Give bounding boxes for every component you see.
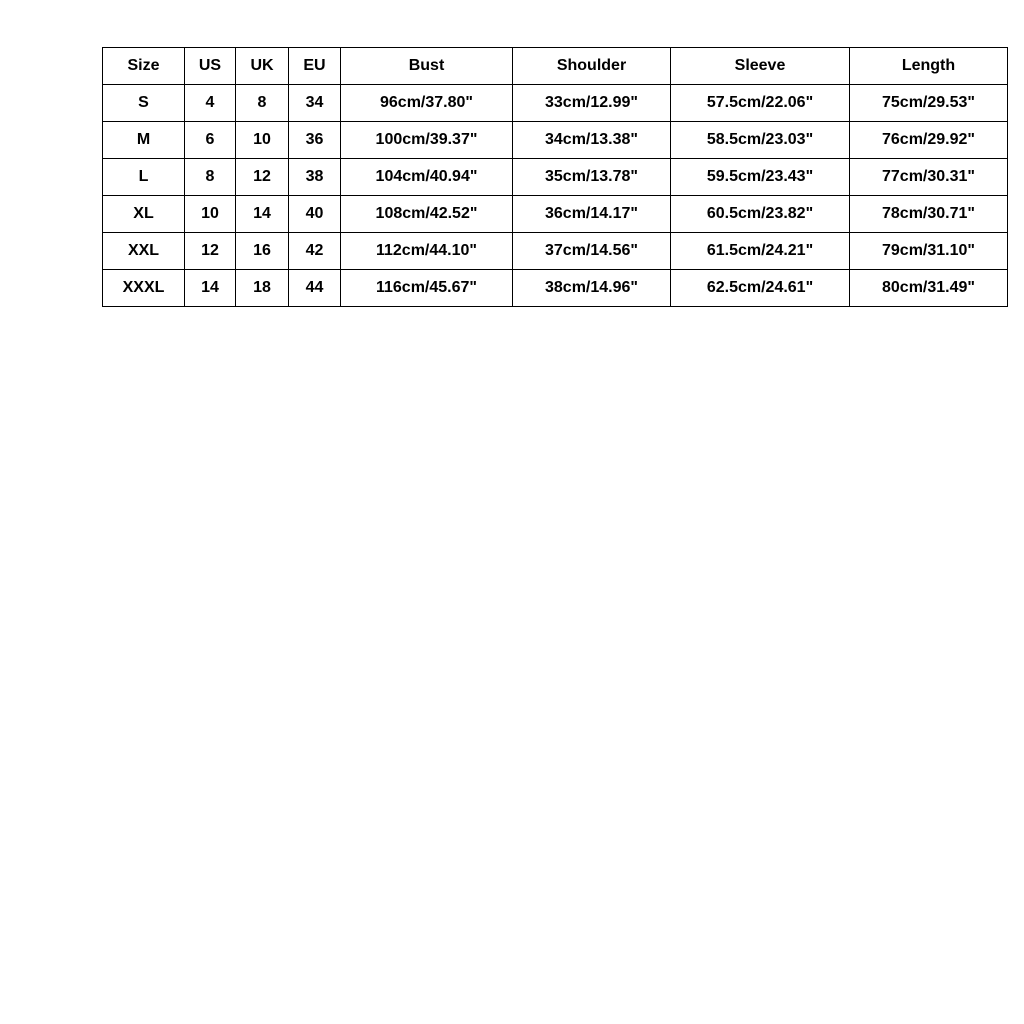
- cell-length: 76cm/29.92": [850, 122, 1008, 159]
- cell-shoulder: 36cm/14.17": [513, 196, 671, 233]
- cell-length: 75cm/29.53": [850, 85, 1008, 122]
- table-row: [103, 159, 1008, 196]
- header-length: Length: [850, 48, 1008, 85]
- cell-shoulder: 33cm/12.99": [513, 85, 671, 122]
- cell-bust: 96cm/37.80": [341, 85, 513, 122]
- table-row: [103, 85, 1008, 122]
- cell-sleeve: 59.5cm/23.43": [671, 159, 850, 196]
- cell-bust: 108cm/42.52": [341, 196, 513, 233]
- cell-bust: 112cm/44.10": [341, 233, 513, 270]
- cell-shoulder: 38cm/14.96": [513, 270, 671, 307]
- cell-us: 6: [185, 122, 236, 159]
- cell-bust: 116cm/45.67": [341, 270, 513, 307]
- header-us: US: [185, 48, 236, 85]
- cell-bust: 100cm/39.37": [341, 122, 513, 159]
- cell-eu: 44: [289, 270, 341, 307]
- cell-shoulder: 37cm/14.56": [513, 233, 671, 270]
- header-sleeve: Sleeve: [671, 48, 850, 85]
- cell-eu: 36: [289, 122, 341, 159]
- table-row: [103, 196, 1008, 233]
- cell-size: XL: [103, 196, 185, 233]
- cell-us: 14: [185, 270, 236, 307]
- cell-shoulder: 34cm/13.38": [513, 122, 671, 159]
- cell-size: M: [103, 122, 185, 159]
- cell-sleeve: 58.5cm/23.03": [671, 122, 850, 159]
- cell-us: 12: [185, 233, 236, 270]
- cell-uk: 14: [236, 196, 289, 233]
- cell-length: 80cm/31.49": [850, 270, 1008, 307]
- cell-uk: 10: [236, 122, 289, 159]
- cell-bust: 104cm/40.94": [341, 159, 513, 196]
- cell-sleeve: 57.5cm/22.06": [671, 85, 850, 122]
- header-eu: EU: [289, 48, 341, 85]
- header-row: [103, 48, 1008, 85]
- table-row: [103, 270, 1008, 307]
- cell-uk: 12: [236, 159, 289, 196]
- header-uk: UK: [236, 48, 289, 85]
- cell-us: 8: [185, 159, 236, 196]
- size-chart-table: [102, 47, 1008, 307]
- cell-size: L: [103, 159, 185, 196]
- cell-length: 79cm/31.10": [850, 233, 1008, 270]
- cell-sleeve: 61.5cm/24.21": [671, 233, 850, 270]
- cell-size: XXXL: [103, 270, 185, 307]
- cell-uk: 8: [236, 85, 289, 122]
- cell-eu: 38: [289, 159, 341, 196]
- cell-sleeve: 62.5cm/24.61": [671, 270, 850, 307]
- cell-length: 77cm/30.31": [850, 159, 1008, 196]
- table-row: [103, 233, 1008, 270]
- cell-us: 4: [185, 85, 236, 122]
- cell-eu: 42: [289, 233, 341, 270]
- cell-eu: 34: [289, 85, 341, 122]
- table-row: [103, 122, 1008, 159]
- header-shoulder: Shoulder: [513, 48, 671, 85]
- cell-shoulder: 35cm/13.78": [513, 159, 671, 196]
- cell-size: XXL: [103, 233, 185, 270]
- cell-uk: 18: [236, 270, 289, 307]
- cell-length: 78cm/30.71": [850, 196, 1008, 233]
- cell-uk: 16: [236, 233, 289, 270]
- cell-sleeve: 60.5cm/23.82": [671, 196, 850, 233]
- header-bust: Bust: [341, 48, 513, 85]
- cell-size: S: [103, 85, 185, 122]
- cell-us: 10: [185, 196, 236, 233]
- cell-eu: 40: [289, 196, 341, 233]
- header-size: Size: [103, 48, 185, 85]
